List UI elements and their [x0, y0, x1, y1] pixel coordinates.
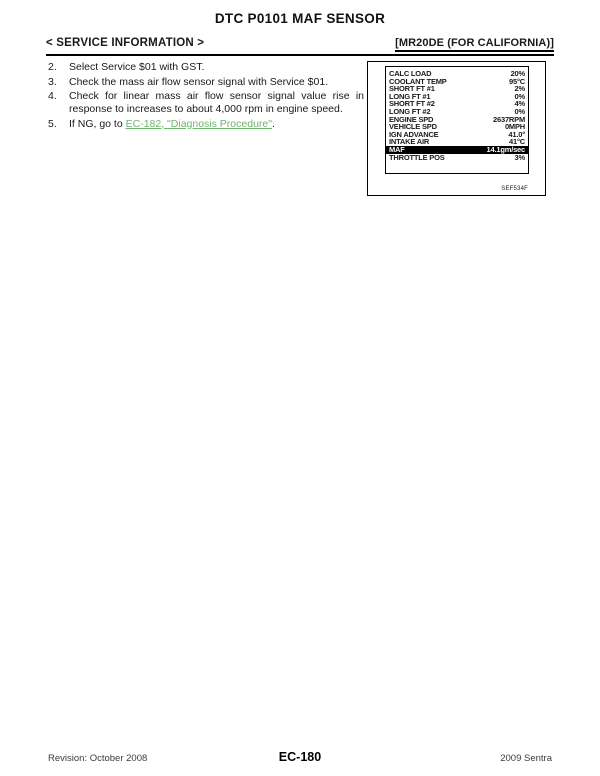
step-item-5 [48, 118, 364, 131]
monitor-row-label: INTAKE AIR [389, 137, 430, 147]
monitor-row-value: 41°C [509, 137, 525, 147]
section-header-left: < SERVICE INFORMATION > [46, 37, 205, 49]
monitor-row-value: 4% [514, 99, 525, 109]
step-item-2 [48, 61, 364, 74]
footer-page-number: EC-180 [278, 750, 322, 764]
step-text: Check for linear mass air flow sensor signal value rise in response to increases to about 4,000 rpm in engine speed. [69, 90, 364, 115]
monitor-display [385, 66, 529, 174]
procedure-steps [48, 60, 364, 131]
monitor-row-value: 0% [514, 106, 525, 116]
footer-revision: Revision: October 2008 [48, 753, 148, 764]
gst-monitor-figure [367, 61, 546, 196]
monitor-row-value: 95°C [509, 76, 525, 86]
monitor-row [386, 154, 528, 162]
step-text-after-link: . [271, 117, 275, 130]
monitor-row-value: 3% [514, 152, 525, 162]
diagnosis-procedure-link[interactable]: EC-182, "Diagnosis Procedure" [125, 117, 272, 130]
monitor-row-value: 2637RPM [493, 114, 525, 124]
step-number: 3. [48, 75, 57, 88]
monitor-row-label: IGN ADVANCE [389, 129, 439, 139]
engine-variant-label: [MR20DE (FOR CALIFORNIA)] [395, 37, 554, 52]
content-area [48, 60, 552, 210]
monitor-row-label: MAF [389, 144, 405, 154]
monitor-row-label: ENGINE SPD [389, 114, 434, 124]
step-item-4 [48, 90, 364, 116]
figure-id-label: SEF534F [501, 186, 528, 192]
monitor-row-value: 2% [514, 84, 525, 94]
monitor-row-label: THROTTLE POS [389, 152, 445, 162]
monitor-row-label: CALC LOAD [389, 69, 432, 78]
monitor-row-value: 20% [510, 69, 525, 78]
monitor-row-label: COOLANT TEMP [389, 76, 447, 86]
step-number: 2. [48, 61, 57, 73]
step-text: Check the mass air flow sensor signal with Service $01. [69, 75, 329, 88]
monitor-row-label: LONG FT #1 [389, 91, 431, 101]
step-text [69, 118, 364, 131]
monitor-row-value: 41.0° [508, 129, 525, 139]
section-header [46, 37, 554, 56]
monitor-row-label: SHORT FT #2 [389, 99, 435, 109]
step-text-before-link: If NG, go to [69, 117, 126, 130]
step-text: Select Service $01 with GST. [69, 61, 205, 73]
page-footer [48, 748, 552, 764]
step-number: 4. [48, 90, 57, 102]
step-item-3 [48, 76, 364, 89]
monitor-row-label: LONG FT #2 [389, 106, 431, 116]
footer-model-year: 2009 Sentra [500, 753, 552, 764]
monitor-row-value: 0MPH [504, 122, 525, 132]
page-title: DTC P0101 MAF SENSOR [214, 11, 386, 26]
monitor-row-value: 14.1gm/sec [486, 144, 525, 154]
monitor-row-label: SHORT FT #1 [389, 84, 435, 94]
monitor-row-value: 0% [514, 91, 525, 101]
step-number: 5. [48, 117, 57, 130]
monitor-row-label: VEHICLE SPD [389, 122, 437, 132]
